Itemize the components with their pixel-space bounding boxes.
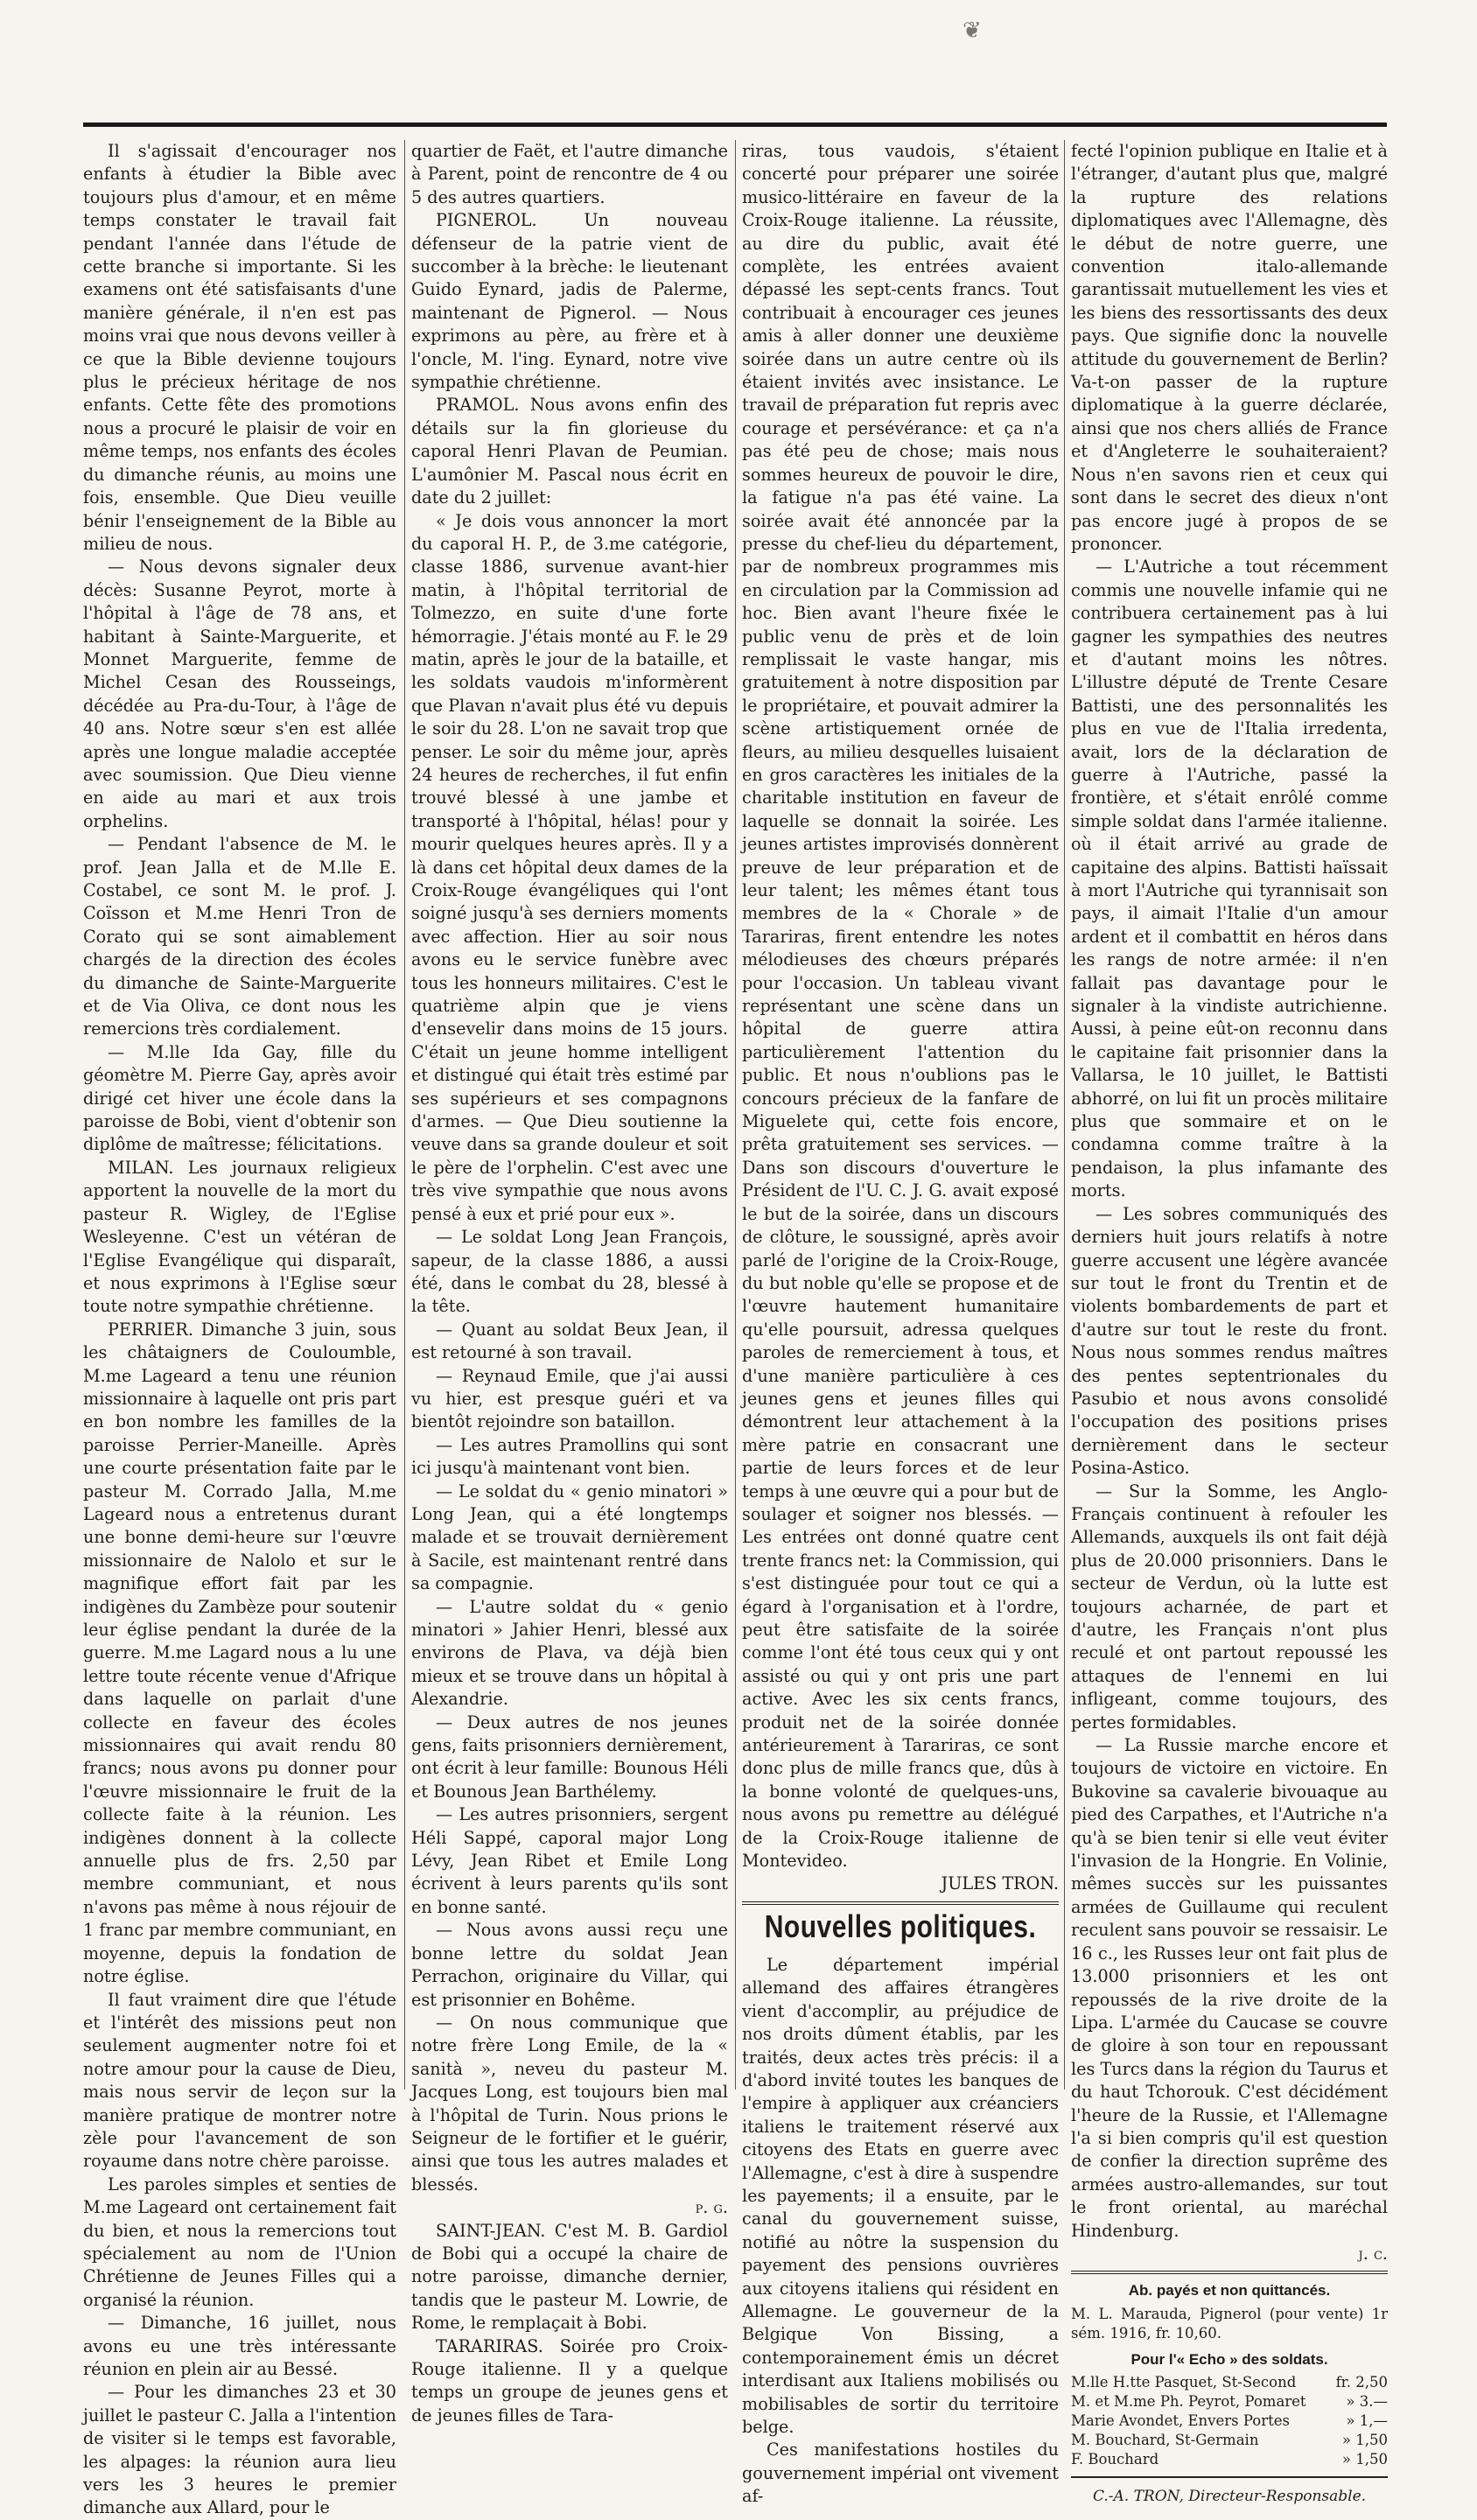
column-3: [742, 140, 1059, 2507]
list-item: [1071, 2392, 1388, 2412]
paragraph: — Les autres prisonniers, sergent Héli Sappé, caporal major Long Lévy, Jean Ribet et Emile Long écrivent à leurs parents qu'ils sont en bonne santé.: [411, 1804, 728, 1917]
soldiers-title: Pour l'« Echo » des soldats.: [1130, 2350, 1328, 2368]
paragraph: MILAN. Les journaux religieux apportent la nouvelle de la mort du pasteur R. Wigley, de l'Eglise Wesleyenne. C'est un vétéran de l'Eglise Evangélique qui disparaît, et nous exprimons à l'Eglise sœur toute notre sympathie chrétienne.: [83, 1157, 396, 1317]
paragraph: — Quant au soldat Beux Jean, il est retourné à son travail.: [411, 1319, 728, 1363]
paragraph: Le département impérial allemand des affaires étrangères vient d'accomplir, au préjudice de nos droits dûment établis, par les traités, deux actes très précis: il a d'abord invité toutes les banques de l'empire à appliquer aux créanciers italiens le traitement réservé aux citoyens des Etats en guerre avec l'Allemagne, c'est à dire à suspendre les payements; il a ensuite, par le canal du gouvernement suisse, notifié au nôtre la suspension du payement des pensions ouvrières aux citoyens italiens qui résident en Allemagne. Le gouverneur de la Belgique Von Bissing, a contemporainement émis un décret interdisant aux Italiens mobilisés ou mobilisables de sortir du territoire belge.: [742, 1954, 1059, 2437]
donor-name: Marie Avondet, Envers Portes: [1071, 2412, 1290, 2430]
paragraph: PIGNEROL. Un nouveau défenseur de la patrie vient de succomber à la brèche: le lieutenant Guido Eynard, jadis de Palerme, maintenant de Pignerol. — Nous exprimons au père, au frère et à l'oncle, M. l'ing. Eynard, notre vive sympathie chrétienne.: [411, 210, 728, 393]
page-ornament: ❦: [962, 18, 982, 44]
paragraph: Les paroles simples et senties de M.me Lageard ont certainement fait du bien, et nous la remercions tout spécialement au nom de l'Union Chrétienne de Jeunes Filles qui a organisé la réunion.: [83, 2174, 396, 2310]
donor-name: M. et M.me Ph. Peyrot, Pomaret: [1071, 2393, 1306, 2411]
column-divider: [735, 140, 736, 2090]
donation-amount: » 1,50: [1341, 2432, 1388, 2449]
list-item: [1071, 2450, 1388, 2469]
paragraph: Ces manifestations hostiles du gouvernement impérial ont vivement af-: [742, 2440, 1059, 2507]
column-2: [411, 140, 728, 2426]
paragraph: quartier de Faët, et l'autre dimanche à Parent, point de rencontre de 4 ou 5 des autres quartiers.: [411, 141, 728, 207]
paragraph: — On nous communique que notre frère Long Emile, de la « sanità », neveu du pasteur M. Jacques Long, est toujours bien mal à l'hôpital de Turin. Nous prions le Seigneur de le fortifier et le guérir, ainsi que tous les autres malades et blessés.: [411, 2012, 728, 2194]
donation-amount: fr. 2,50: [1335, 2374, 1388, 2391]
paragraph: — Les autres Pramollins qui sont ici jusqu'à maintenant vont bien.: [411, 1434, 728, 1479]
paragraph: — Sur la Somme, les Anglo-Français continuent à refouler les Allemands, auxquels ils ont fait déjà plus de 20.000 prisonniers. Dans le secteur de Verdun, où la lutte est toujours acharnée, de part et d'autre, les Français n'ont plus reculé et ont partout repoussé les attaques de l'ennemi en lui infligeant, comme toujours, des pertes formidables.: [1071, 1480, 1388, 1732]
divider: [742, 1901, 1059, 1905]
subscriptions-title: Ab. payés et non quittancés.: [1128, 2282, 1331, 2300]
paragraph: — Le soldat du « genio minatori » Long Jean, qui a été longtemps malade et se trouvait dernièrement à Sacile, est maintenant rentré dans sa compagnie.: [411, 1480, 728, 1594]
paragraph: TARARIRAS. Soirée pro Croix-Rouge italienne. Il y a quelque temps un groupe de jeunes gens et de jeunes filles de Tara-: [411, 2335, 728, 2426]
donation-amount: » 3.—: [1346, 2393, 1388, 2411]
divider: [1071, 2476, 1388, 2478]
list-item: [1071, 2412, 1388, 2431]
paragraph: PERRIER. Dimanche 3 juin, sous les châtaigners de Couloumble, M.me Lageard a tenu une réunion missionnaire à laquelle ont pris part en bon nombre les familles de la paroisse Perrier-Maneille. Après une courte présentation faite par le pasteur M. Corrado Jalla, M.me Lageard nous a entretenus durant une bonne demi-heure sur l'œuvre missionnaire de Nalolo et sur le magnifique effort fait par les indigènes du Zambèze pour soutenir leur église pendant la durée de la guerre. M.me Lagard nous a lu une lettre toute récente venue d'Afrique dans laquelle on parlait d'une collecte en faveur des écoles missionnaires qui avait rendu 80 francs; nous avons pu donner pour l'œuvre missionnaire le fruit de la collecte faite à la réunion. Les indigènes donnent à la collecte annuelle plus de frs. 2,50 par membre communiant, et nous n'avons pas même à nous réjouir de 1 franc par membre communiant, en moyenne, depuis la fondation de notre église.: [83, 1319, 396, 1987]
paragraph: — Pour les dimanches 23 et 30 juillet le pasteur C. Jalla a l'intention de visiter si le temps est favorable, les alpages: la réunion aura lieu vers les 3 heures le premier dimanche aux Allard, pour le: [83, 2382, 396, 2518]
signature: JULES TRON.: [941, 1873, 1059, 1894]
divider: [1071, 2271, 1388, 2274]
paragraph: — Pendant l'absence de M. le prof. Jean Jalla et de M.lle E. Costabel, ce sont M. le prof. J. Coïsson et M.me Henri Tron de Corato qui se sont aimablement chargés de la direction des écoles du dimanche de Sainte-Marguerite et de Via Oliva, ce dont nous les remercions très cordialement.: [83, 834, 396, 1040]
list-item: [1071, 2373, 1388, 2392]
paragraph: — Dimanche, 16 juillet, nous avons eu une très intéressante réunion en plein air au Bessé.: [83, 2313, 396, 2379]
donation-amount: » 1,50: [1341, 2451, 1388, 2468]
signature: j. c.: [1358, 2243, 1388, 2264]
column-divider: [1064, 140, 1065, 2090]
signature: p. g.: [695, 2197, 728, 2218]
donor-name: M.lle H.tte Pasquet, St-Second: [1071, 2374, 1297, 2391]
donation-amount: » 1,—: [1346, 2412, 1388, 2430]
paragraph: — Reynaud Emile, que j'ai aussi vu hier, est presque guéri et va bientôt rejoindre son bataillon.: [411, 1365, 728, 1432]
column-4: [1071, 140, 1388, 2506]
donor-name: M. Bouchard, St-Germain: [1071, 2432, 1259, 2449]
paragraph: — Les sobres communiqués des derniers huit jours relatifs à notre guerre accusent une légère avancée sur tout le front du Trentin et de violents bombardements de part et d'autre sur tout le reste du front. Nous nous sommes rendus maîtres des pentes septentrionales du Pasubio et nous avons consolidé l'occupation des positions prises dernièrement dans le secteur Posina-Astico.: [1071, 1203, 1388, 1479]
paragraph: PRAMOL. Nous avons enfin des détails sur la fin glorieuse du caporal Henri Plavan de Peumian. L'aumônier M. Pascal nous écrit en date du 2 juillet:: [411, 395, 728, 508]
donor-name: F. Bouchard: [1071, 2451, 1159, 2468]
column-divider: [404, 140, 405, 2090]
paragraph: Il s'agissait d'encourager nos enfants à étudier la Bible avec toujours plus d'amour, et en même temps constater le travail fait pendant l'année dans l'étude de cette branche si importante. Si les examens ont été satisfaisants d'une manière générale, il n'en est pas moins vrai que nous devons veiller à ce que la Bible devienne toujours plus le précieux héritage de nos enfants. Cette fête des promotions nous a procuré le plaisir de voir en même temps, nos enfants des écoles du dimanche réunis, au moins une fois, ensemble. Que Dieu veuille bénir l'enseignement de la Bible au milieu de nous.: [83, 141, 396, 554]
paragraph: — Nous devons signaler deux décès: Susanne Peyrot, morte à l'hôpital à l'âge de 78 ans, et habitant à Sainte-Marguerite, et Monnet Marguerite, femme de Michel Cesan des Rousseings, décédée au Pra-du-Tour, à l'âge de 40 ans. Notre sœur s'en est allée après une longue maladie acceptée avec soumission. Que Dieu vienne en aide au mari et aux trois orphelins.: [83, 556, 396, 831]
paragraph: fecté l'opinion publique en Italie et à l'étranger, d'autant plus que, malgré la rupture des relations diplomatiques avec l'Allemagne, dès le début de notre guerre, une convention italo-allemande garantissait mutuellement les vies et les biens des ressortissants des deux pays. Que signifie donc la nouvelle attitude du gouvernement de Berlin? Va-t-on passer de la rupture diplomatique à la guerre déclarée, ainsi que nos chers alliés de France et d'Angleterre le souhaiteraient? Nous n'en savons rien et ceux qui sont dans le secret des dieux n'ont pas encore jugé à propos de se prononcer.: [1071, 141, 1388, 554]
paragraph: riras, tous vaudois, s'étaient concerté pour préparer une soirée musico-littéraire en faveur de la Croix-Rouge italienne. La réussite, au dire du public, avait été complète, les entrées avaient dépassé les sept-cents francs. Tout contribuait à encourager ces jeunes amis à aller donner une deuxième soirée dans un autre centre où ils étaient invités avec insistance. Le travail de préparation fut repris avec courage et persévérance: et ça n'a pas été peu de chose; mais nous sommes heureux de pouvoir le dire, la fatigue n'a pas été vaine. La soirée avait été annoncée par la presse du chef-lieu du département, par de nombreux programmes mis en circulation par la Commission ad hoc. Bien avant l'heure fixée le public venu de près et de loin remplissait le vaste hangar, mis gratuitement à notre disposition par le propriétaire, et pouvait admirer la scène artistiquement ornée de fleurs, au milieu desquelles luisaient en gros caractères les initiales de la charitable institution en faveur de laquelle se donnait la soirée. Les jeunes artistes improvisés donnèrent preuve de leur préparation et de leur talent; les mêmes étant tous membres de la « Chorale » de Tarariras, firent entendre les notes mélodieuses des chœurs préparés pour l'occasion. Un tableau vivant représentant une scène dans un hôpital de guerre attira particulièrement l'attention du public. Et nous n'oublions pas le concours précieux de la fanfare de Miguelete qui, cette fois encore, prêta gratuitement ses services. — Dans son discours d'ouverture le Président de l'U. C. J. G. avait exposé le but de la soirée, dans un discours de clôture, le soussigné, après avoir parlé de l'origine de la Croix-Rouge, du but noble qu'elle se propose et de l'œuvre hautement humanitaire qu'elle poursuit, adressa quelques paroles de remerciement à tous, et d'une manière particulière à ces jeunes gens et jeunes filles qui démontrent leur attachement à la mère patrie en consacrant une partie de leurs forces et de leur temps à une œuvre qui a pour but de soulager et soigner nos blessés. — Les entrées ont donné quatre cent trente francs net: la Commission, qui s'est distinguée pour tout ce qui a égard à l'organisation et à l'ordre, peut être satisfaite de la soirée comme l'ont été tous ceux qui y ont assisté ou qui y ont pris une part active. Avec les six cents francs, produit net de la soirée donnée antérieurement à Tarariras, ce sont donc plus de mille francs que, dûs à la bonne volonté de quelques-uns, nous avons pu remettre au délégué de la Croix-Rouge italienne de Montevideo.: [742, 141, 1059, 1872]
paragraph: — M.lle Ida Gay, fille du géomètre M. Pierre Gay, après avoir dirigé cet hiver une école dans la paroisse de Bobi, vient d'obtenir son diplôme de maîtresse; félicitations.: [83, 1041, 396, 1155]
subscription-line: M. L. Marauda, Pignerol (pour vente) 1r sém. 1916, fr. 10,60.: [1071, 2305, 1388, 2342]
director-line: C.-A. TRON, Directeur-Responsable.: [1092, 2488, 1367, 2506]
paragraph: — L'Autriche a tout récemment commis une nouvelle infamie qui ne contribuera certainement pas à lui gagner les sympathies des neutres et d'autant moins les nôtres. L'illustre député de Trente Cesare Battisti, une des personnalités les plus en vue de l'Italia irredenta, avait, lors de la déclaration de guerre à l'Autriche, passé la frontière, et s'était enrôlé comme simple soldat dans l'armée italienne. où il était arrivé au grade de capitaine des alpins. Battisti haïssait à mort l'Autriche qui tyrannisait son pays, il aimait l'Italie d'un amour ardent et il combattit en héros dans les rangs de notre armée: il n'en fallait pas davantage pour le signaler à la vindiste autrichienne. Aussi, à peine eût-on reconnu dans le capitaine fait prisonnier dans la Vallarsa, le 10 juillet, le Battisti abhorré, on lui fit un procès militaire plus que sommaire et on le condamna comme traître à la pendaison, la plus infamante des morts.: [1071, 556, 1388, 1201]
paragraph: « Je dois vous annoncer la mort du caporal H. P., de 3.me catégorie, classe 1886, survenue avant-hier matin, à l'hôpital territorial de Tolmezzo, en suite d'une forte hémorragie. J'étais monté au F. le 29 matin, après le jour de la bataille, et les soldats vaudois m'informèrent que Plavan n'avait plus été vu depuis le soir du 28. L'on ne savait trop que penser. Le soir du même jour, après 24 heures de recherches, il fut enfin trouvé blessé à une jambe et transporté à l'hôpital, hélas! pour y mourir quelques heures après. Il y a là dans cet hôpital deux dames de la Croix-Rouge évangéliques qui l'ont soigné jusqu'à ses derniers moments avec affection. Hier au soir nous avons eu le service funèbre avec tous les honneurs militaires. C'est le quatrième alpin que je viens d'ensevelir dans moins de 15 jours. C'était un jeune homme intelligent et distingué qui était très estimé par ses supérieurs et ses compagnons d'armes. — Que Dieu soutienne la veuve dans sa grande douleur et soit le père de l'orphelin. C'est avec une très vive sympathie que nous avons pensé à eux et prié pour eux ».: [411, 510, 728, 1224]
paragraph: SAINT-JEAN. C'est M. B. Gardiol de Bobi qui a occupé la chaire de notre paroisse, dimanche dernier, tandis que le pasteur M. Lowrie, de Rome, le remplaçait à Bobi.: [411, 2220, 728, 2334]
header-rule: [83, 122, 1387, 127]
list-item: [1071, 2431, 1388, 2450]
paragraph: — La Russie marche encore et toujours de victoire en victoire. En Bukovine sa cavalerie bivouaque au pied des Carpathes, et l'Autriche n'a qu'à se bien tenir si elle veut éviter l'invasion de la Hongrie. En Volinie, mêmes succès sur les puissantes armées de Guillaume qui reculent reculent sans pouvoir se ressaisir. Le 16 c., les Russes leur ont fait plus de 13.000 prisonniers et les ont repoussés de la rive droite de la Lipa. L'armée du Caucase se couvre de gloire à son tour en repoussant les Turcs dans la région du Taurus et du haut Tchorouk. C'est décidément l'heure de la Russie, et l'Allemagne l'a si bien compris qu'il est question de confier la direction suprême des armées austro-allemandes, sur tout le front oriental, au maréchal Hindenburg.: [1071, 1735, 1388, 2241]
paragraph: Il faut vraiment dire que l'étude et l'intérêt des missions peut non seulement augmenter notre foi et notre amour pour la cause de Dieu, mais nous servir de leçon sur la manière pratique de montrer notre zèle pour l'avancement de son royaume dans notre chère paroisse.: [83, 1989, 396, 2172]
paragraph: — Le soldat Long Jean François, sapeur, de la classe 1886, a aussi été, dans le combat du 28, blessé à la tête.: [411, 1227, 728, 1317]
paragraph: — Deux autres de nos jeunes gens, faits prisonniers dernièrement, ont écrit à leur famille: Bounous Héli et Bounous Jean Barthélemy.: [411, 1712, 728, 1802]
column-1: [83, 140, 396, 2518]
section-title: Nouvelles politiques.: [764, 1909, 1037, 1945]
paragraph: — Nous avons aussi reçu une bonne lettre du soldat Jean Perrachon, originaire du Villar, qui est prisonnier en Bohême.: [411, 1920, 728, 2010]
paragraph: — L'autre soldat du « genio minatori » Jahier Henri, blessé aux environs de Plava, va déjà bien mieux et se trouve dans un hôpital à Alexandrie.: [411, 1596, 728, 1710]
